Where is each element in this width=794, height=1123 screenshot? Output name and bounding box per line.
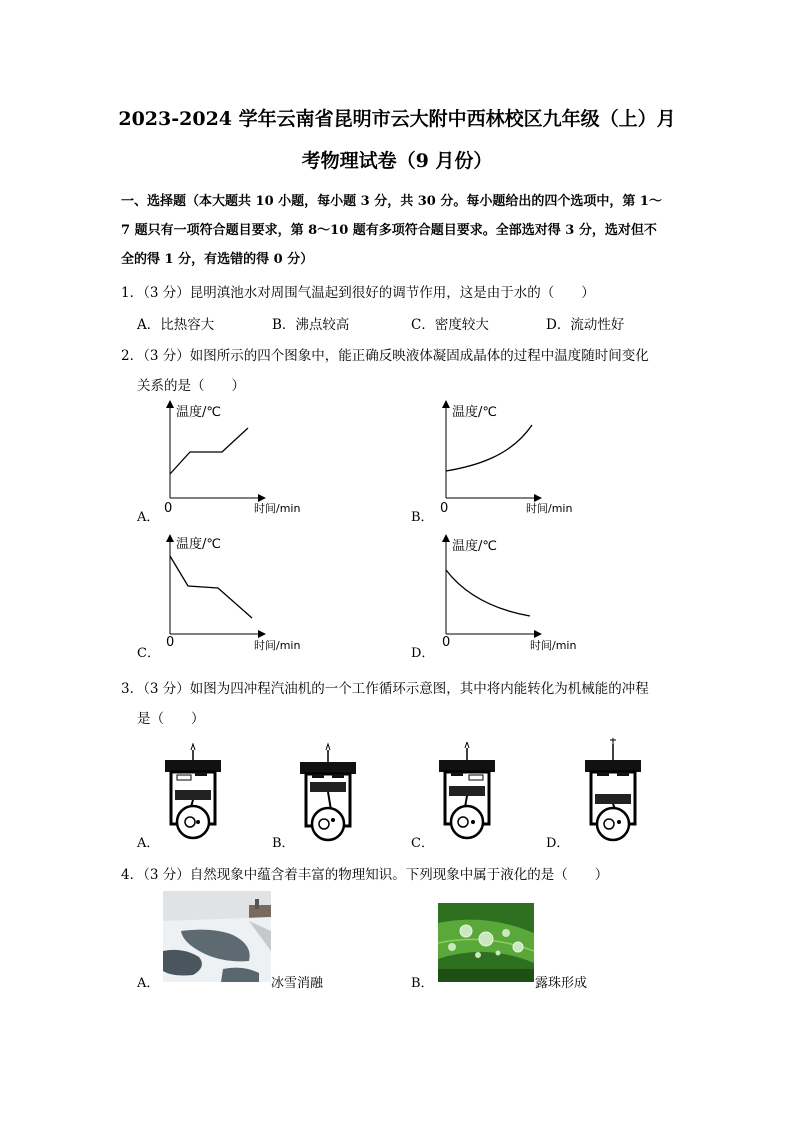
section-instructions-line1: 一、选择题（本大题共 10 小题，每小题 3 分，共 30 分。每小题给出的四个选项中，第 1～	[121, 194, 662, 209]
q3-engine-d-letter: D．	[546, 836, 570, 851]
origin-label: 0	[164, 501, 173, 516]
q4-option-a-caption: 冰雪消融	[271, 976, 324, 991]
section-instructions-line2: 7 题只有一项符合题目要求，第 8～10 题有多项符合题目要求。全部选对得 3 分，选对但不	[121, 223, 657, 238]
q2-stem-line1: 2．（3 分）如图所示的四个图象中，能正确反映液体凝固成晶体的过程中温度随时间变化	[121, 348, 649, 364]
q3-engine-d-diagram	[583, 736, 643, 842]
x-axis-arrow-icon	[258, 630, 266, 638]
q3-engine-c-letter: C．	[411, 836, 434, 851]
origin-label: 0	[442, 635, 451, 650]
q4-option-b-letter: B．	[411, 976, 434, 991]
q3-engine-a-letter: A．	[137, 836, 160, 851]
q4-stem: 4．（3 分）自然现象中蕴含着丰富的物理知识。下列现象中属于液化的是（ ）	[121, 867, 609, 883]
q2-graph-d-letter: D．	[411, 646, 435, 661]
x-axis-label: 时间/min	[530, 639, 577, 652]
y-axis-arrow-icon	[166, 534, 174, 542]
q2-graph-a	[150, 398, 330, 522]
origin-label: 0	[166, 635, 175, 650]
temperature-curve	[446, 570, 530, 616]
q3-engine-a-diagram	[163, 742, 223, 842]
temperature-curve	[446, 425, 532, 471]
q2-graph-d	[426, 532, 606, 656]
x-axis-arrow-icon	[258, 494, 266, 502]
y-axis-label: 温度/℃	[176, 537, 221, 552]
q2-stem-line2: 关系的是（ ）	[137, 378, 245, 394]
q1-option-b: B．沸点较高	[272, 317, 350, 333]
q1-option-c: C．密度较大	[411, 317, 489, 333]
q4-option-b-photo	[438, 903, 534, 982]
y-axis-arrow-icon	[442, 534, 450, 542]
q3-stem-line1: 3．（3 分）如图为四冲程汽油机的一个工作循环示意图，其中将内能转化为机械能的冲程	[121, 681, 649, 697]
q3-engine-b-diagram	[298, 742, 358, 842]
x-axis-arrow-icon	[534, 494, 542, 502]
q3-stem-line2: 是（ ）	[137, 711, 205, 727]
temperature-curve	[170, 428, 248, 474]
q2-graph-c	[150, 532, 330, 656]
paper-title-line1: 2023-2024 学年云南省昆明市云大附中西林校区九年级（上）月	[118, 108, 676, 130]
q3-engine-b-letter: B．	[272, 836, 295, 851]
x-axis-arrow-icon	[534, 630, 542, 638]
q2-graph-b-letter: B．	[411, 510, 434, 525]
y-axis-arrow-icon	[442, 400, 450, 408]
q2-graph-a-letter: A．	[137, 510, 160, 525]
paper-title-line2: 考物理试卷（9 月份）	[301, 150, 493, 172]
q2-graph-c-letter: C．	[137, 646, 160, 661]
q4-option-a-photo	[163, 891, 271, 982]
q2-graph-b	[426, 398, 606, 522]
origin-label: 0	[440, 501, 449, 516]
x-axis-label: 时间/min	[254, 502, 301, 515]
q1-stem: 1．（3 分）昆明滇池水对周围气温起到很好的调节作用，这是由于水的（ ）	[121, 285, 595, 301]
x-axis-label: 时间/min	[526, 502, 573, 515]
q4-option-b-caption: 露珠形成	[535, 976, 588, 991]
y-axis-label: 温度/℃	[452, 405, 497, 420]
section-instructions-line3: 全的得 1 分，有选错的得 0 分）	[121, 252, 314, 267]
y-axis-arrow-icon	[166, 400, 174, 408]
x-axis-label: 时间/min	[254, 639, 301, 652]
y-axis-label: 温度/℃	[176, 405, 221, 420]
q4-option-a-letter: A．	[137, 976, 160, 991]
y-axis-label: 温度/℃	[452, 539, 497, 554]
q1-option-d: D．流动性好	[546, 317, 625, 333]
q3-engine-c-diagram	[437, 742, 497, 842]
temperature-curve	[170, 556, 252, 618]
q1-option-a: A．比热容大	[137, 317, 215, 333]
